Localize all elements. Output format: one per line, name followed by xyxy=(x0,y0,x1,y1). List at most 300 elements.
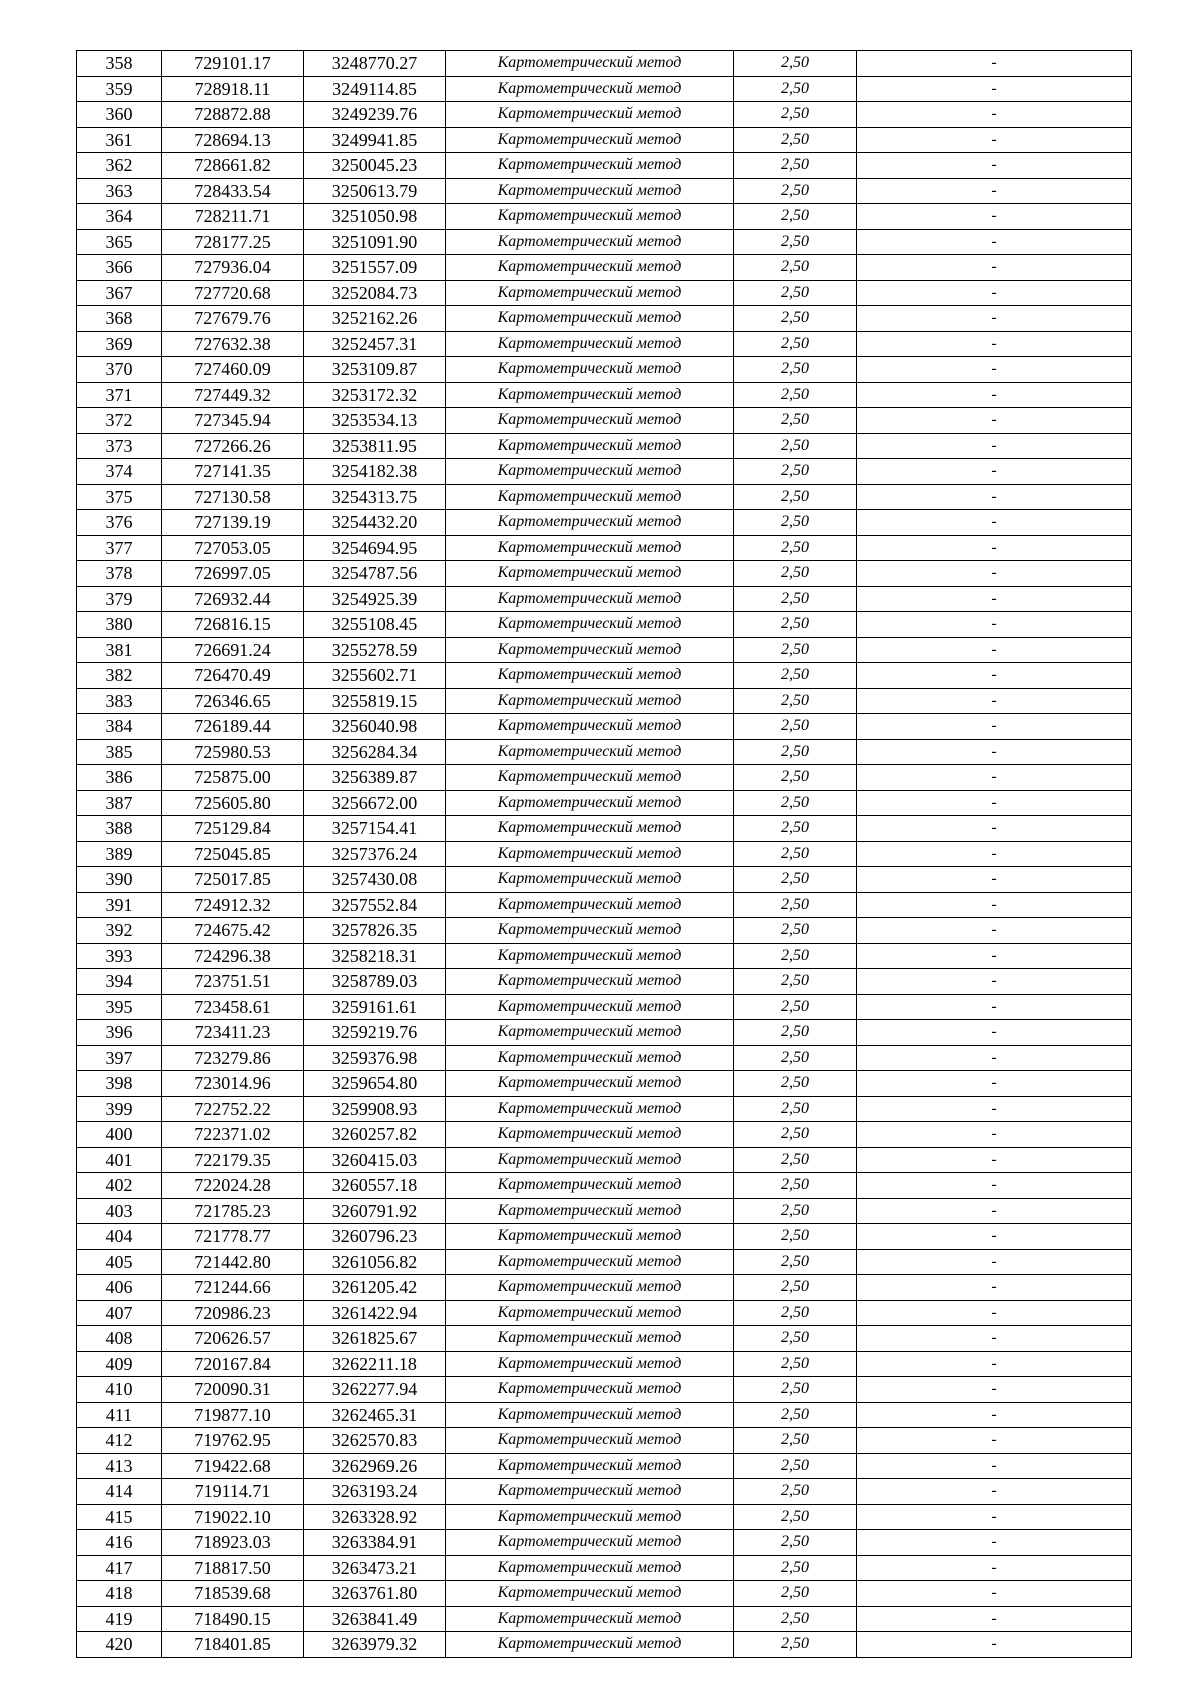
accuracy-cell: 2,50 xyxy=(734,382,857,408)
x-coordinate-cell: 723014.96 xyxy=(162,1071,304,1097)
method-cell: Картометрический метод xyxy=(446,663,734,689)
method-cell: Картометрический метод xyxy=(446,433,734,459)
accuracy-cell: 2,50 xyxy=(734,76,857,102)
accuracy-cell: 2,50 xyxy=(734,1096,857,1122)
point-number-cell: 410 xyxy=(77,1377,162,1403)
description-cell: - xyxy=(857,1402,1132,1428)
accuracy-cell: 2,50 xyxy=(734,51,857,77)
table-row xyxy=(77,1173,1132,1199)
y-coordinate-cell: 3254182.38 xyxy=(304,459,446,485)
table-row xyxy=(77,1428,1132,1454)
table-row xyxy=(77,1479,1132,1505)
description-cell: - xyxy=(857,306,1132,332)
y-coordinate-cell: 3256040.98 xyxy=(304,714,446,740)
accuracy-cell: 2,50 xyxy=(734,535,857,561)
method-cell: Картометрический метод xyxy=(446,739,734,765)
accuracy-cell: 2,50 xyxy=(734,612,857,638)
y-coordinate-cell: 3249941.85 xyxy=(304,127,446,153)
y-coordinate-cell: 3263193.24 xyxy=(304,1479,446,1505)
accuracy-cell: 2,50 xyxy=(734,510,857,536)
description-cell: - xyxy=(857,612,1132,638)
table-row xyxy=(77,1530,1132,1556)
x-coordinate-cell: 718923.03 xyxy=(162,1530,304,1556)
y-coordinate-cell: 3263979.32 xyxy=(304,1632,446,1658)
point-number-cell: 398 xyxy=(77,1071,162,1097)
point-number-cell: 394 xyxy=(77,969,162,995)
y-coordinate-cell: 3260415.03 xyxy=(304,1147,446,1173)
method-cell: Картометрический метод xyxy=(446,51,734,77)
accuracy-cell: 2,50 xyxy=(734,1249,857,1275)
method-cell: Картометрический метод xyxy=(446,178,734,204)
y-coordinate-cell: 3263473.21 xyxy=(304,1555,446,1581)
description-cell: - xyxy=(857,76,1132,102)
description-cell: - xyxy=(857,841,1132,867)
method-cell: Картометрический метод xyxy=(446,535,734,561)
accuracy-cell: 2,50 xyxy=(734,433,857,459)
y-coordinate-cell: 3249239.76 xyxy=(304,102,446,128)
description-cell: - xyxy=(857,459,1132,485)
accuracy-cell: 2,50 xyxy=(734,178,857,204)
method-cell: Картометрический метод xyxy=(446,204,734,230)
point-number-cell: 370 xyxy=(77,357,162,383)
table-row xyxy=(77,1377,1132,1403)
accuracy-cell: 2,50 xyxy=(734,994,857,1020)
description-cell: - xyxy=(857,918,1132,944)
method-cell: Картометрический метод xyxy=(446,969,734,995)
point-number-cell: 391 xyxy=(77,892,162,918)
description-cell: - xyxy=(857,1453,1132,1479)
accuracy-cell: 2,50 xyxy=(734,1555,857,1581)
accuracy-cell: 2,50 xyxy=(734,127,857,153)
point-number-cell: 385 xyxy=(77,739,162,765)
point-number-cell: 384 xyxy=(77,714,162,740)
y-coordinate-cell: 3255108.45 xyxy=(304,612,446,638)
point-number-cell: 383 xyxy=(77,688,162,714)
table-row xyxy=(77,127,1132,153)
x-coordinate-cell: 720167.84 xyxy=(162,1351,304,1377)
point-number-cell: 368 xyxy=(77,306,162,332)
table-row xyxy=(77,1300,1132,1326)
x-coordinate-cell: 722179.35 xyxy=(162,1147,304,1173)
point-number-cell: 359 xyxy=(77,76,162,102)
description-cell: - xyxy=(857,816,1132,842)
method-cell: Картометрический метод xyxy=(446,892,734,918)
y-coordinate-cell: 3253109.87 xyxy=(304,357,446,383)
table-row xyxy=(77,1275,1132,1301)
y-coordinate-cell: 3255602.71 xyxy=(304,663,446,689)
accuracy-cell: 2,50 xyxy=(734,1377,857,1403)
point-number-cell: 380 xyxy=(77,612,162,638)
table-row xyxy=(77,484,1132,510)
description-cell: - xyxy=(857,382,1132,408)
description-cell: - xyxy=(857,408,1132,434)
description-cell: - xyxy=(857,153,1132,179)
y-coordinate-cell: 3263328.92 xyxy=(304,1504,446,1530)
table-row xyxy=(77,1632,1132,1658)
x-coordinate-cell: 723751.51 xyxy=(162,969,304,995)
table-row xyxy=(77,331,1132,357)
x-coordinate-cell: 718539.68 xyxy=(162,1581,304,1607)
table-row xyxy=(77,1453,1132,1479)
y-coordinate-cell: 3259908.93 xyxy=(304,1096,446,1122)
x-coordinate-cell: 718401.85 xyxy=(162,1632,304,1658)
x-coordinate-cell: 727449.32 xyxy=(162,382,304,408)
point-number-cell: 386 xyxy=(77,765,162,791)
point-number-cell: 367 xyxy=(77,280,162,306)
y-coordinate-cell: 3250613.79 xyxy=(304,178,446,204)
y-coordinate-cell: 3263841.49 xyxy=(304,1606,446,1632)
y-coordinate-cell: 3262277.94 xyxy=(304,1377,446,1403)
description-cell: - xyxy=(857,204,1132,230)
accuracy-cell: 2,50 xyxy=(734,663,857,689)
method-cell: Картометрический метод xyxy=(446,1147,734,1173)
accuracy-cell: 2,50 xyxy=(734,229,857,255)
accuracy-cell: 2,50 xyxy=(734,1198,857,1224)
y-coordinate-cell: 3263761.80 xyxy=(304,1581,446,1607)
x-coordinate-cell: 725605.80 xyxy=(162,790,304,816)
method-cell: Картометрический метод xyxy=(446,586,734,612)
point-number-cell: 413 xyxy=(77,1453,162,1479)
x-coordinate-cell: 720626.57 xyxy=(162,1326,304,1352)
description-cell: - xyxy=(857,1045,1132,1071)
description-cell: - xyxy=(857,51,1132,77)
x-coordinate-cell: 727139.19 xyxy=(162,510,304,536)
x-coordinate-cell: 725045.85 xyxy=(162,841,304,867)
description-cell: - xyxy=(857,510,1132,536)
accuracy-cell: 2,50 xyxy=(734,1581,857,1607)
point-number-cell: 381 xyxy=(77,637,162,663)
method-cell: Картометрический метод xyxy=(446,867,734,893)
accuracy-cell: 2,50 xyxy=(734,331,857,357)
accuracy-cell: 2,50 xyxy=(734,484,857,510)
accuracy-cell: 2,50 xyxy=(734,1020,857,1046)
table-row xyxy=(77,433,1132,459)
description-cell: - xyxy=(857,1096,1132,1122)
accuracy-cell: 2,50 xyxy=(734,586,857,612)
x-coordinate-cell: 728872.88 xyxy=(162,102,304,128)
y-coordinate-cell: 3261422.94 xyxy=(304,1300,446,1326)
y-coordinate-cell: 3259654.80 xyxy=(304,1071,446,1097)
accuracy-cell: 2,50 xyxy=(734,459,857,485)
description-cell: - xyxy=(857,1275,1132,1301)
point-number-cell: 358 xyxy=(77,51,162,77)
table-row xyxy=(77,1326,1132,1352)
description-cell: - xyxy=(857,969,1132,995)
x-coordinate-cell: 728694.13 xyxy=(162,127,304,153)
y-coordinate-cell: 3256672.00 xyxy=(304,790,446,816)
table-row xyxy=(77,1581,1132,1607)
method-cell: Картометрический метод xyxy=(446,102,734,128)
x-coordinate-cell: 721778.77 xyxy=(162,1224,304,1250)
x-coordinate-cell: 719762.95 xyxy=(162,1428,304,1454)
x-coordinate-cell: 723411.23 xyxy=(162,1020,304,1046)
accuracy-cell: 2,50 xyxy=(734,408,857,434)
x-coordinate-cell: 727053.05 xyxy=(162,535,304,561)
method-cell: Картометрический метод xyxy=(446,382,734,408)
table-row xyxy=(77,1606,1132,1632)
method-cell: Картометрический метод xyxy=(446,255,734,281)
x-coordinate-cell: 727936.04 xyxy=(162,255,304,281)
table-row xyxy=(77,178,1132,204)
method-cell: Картометрический метод xyxy=(446,306,734,332)
x-coordinate-cell: 719114.71 xyxy=(162,1479,304,1505)
table-row xyxy=(77,1020,1132,1046)
point-number-cell: 416 xyxy=(77,1530,162,1556)
method-cell: Картометрический метод xyxy=(446,816,734,842)
accuracy-cell: 2,50 xyxy=(734,1453,857,1479)
accuracy-cell: 2,50 xyxy=(734,969,857,995)
description-cell: - xyxy=(857,1606,1132,1632)
table-row xyxy=(77,1096,1132,1122)
coordinates-table xyxy=(76,50,1132,1658)
x-coordinate-cell: 722752.22 xyxy=(162,1096,304,1122)
y-coordinate-cell: 3261205.42 xyxy=(304,1275,446,1301)
accuracy-cell: 2,50 xyxy=(734,1326,857,1352)
description-cell: - xyxy=(857,535,1132,561)
y-coordinate-cell: 3251091.90 xyxy=(304,229,446,255)
description-cell: - xyxy=(857,867,1132,893)
method-cell: Картометрический метод xyxy=(446,459,734,485)
table-row xyxy=(77,739,1132,765)
point-number-cell: 397 xyxy=(77,1045,162,1071)
x-coordinate-cell: 725017.85 xyxy=(162,867,304,893)
description-cell: - xyxy=(857,1198,1132,1224)
point-number-cell: 418 xyxy=(77,1581,162,1607)
point-number-cell: 409 xyxy=(77,1351,162,1377)
point-number-cell: 361 xyxy=(77,127,162,153)
accuracy-cell: 2,50 xyxy=(734,561,857,587)
table-row xyxy=(77,637,1132,663)
point-number-cell: 402 xyxy=(77,1173,162,1199)
description-cell: - xyxy=(857,663,1132,689)
point-number-cell: 363 xyxy=(77,178,162,204)
description-cell: - xyxy=(857,637,1132,663)
accuracy-cell: 2,50 xyxy=(734,765,857,791)
table-row xyxy=(77,867,1132,893)
accuracy-cell: 2,50 xyxy=(734,918,857,944)
point-number-cell: 407 xyxy=(77,1300,162,1326)
x-coordinate-cell: 727679.76 xyxy=(162,306,304,332)
description-cell: - xyxy=(857,943,1132,969)
y-coordinate-cell: 3260796.23 xyxy=(304,1224,446,1250)
y-coordinate-cell: 3258789.03 xyxy=(304,969,446,995)
accuracy-cell: 2,50 xyxy=(734,306,857,332)
description-cell: - xyxy=(857,484,1132,510)
table-row xyxy=(77,841,1132,867)
method-cell: Картометрический метод xyxy=(446,153,734,179)
x-coordinate-cell: 721785.23 xyxy=(162,1198,304,1224)
method-cell: Картометрический метод xyxy=(446,229,734,255)
method-cell: Картометрический метод xyxy=(446,1581,734,1607)
point-number-cell: 390 xyxy=(77,867,162,893)
point-number-cell: 408 xyxy=(77,1326,162,1352)
description-cell: - xyxy=(857,1504,1132,1530)
y-coordinate-cell: 3255819.15 xyxy=(304,688,446,714)
method-cell: Картометрический метод xyxy=(446,408,734,434)
y-coordinate-cell: 3252162.26 xyxy=(304,306,446,332)
table-row xyxy=(77,51,1132,77)
table-row xyxy=(77,892,1132,918)
x-coordinate-cell: 724675.42 xyxy=(162,918,304,944)
y-coordinate-cell: 3252084.73 xyxy=(304,280,446,306)
x-coordinate-cell: 723279.86 xyxy=(162,1045,304,1071)
method-cell: Картометрический метод xyxy=(446,1504,734,1530)
table-row xyxy=(77,1071,1132,1097)
y-coordinate-cell: 3252457.31 xyxy=(304,331,446,357)
description-cell: - xyxy=(857,1147,1132,1173)
method-cell: Картометрический метод xyxy=(446,510,734,536)
accuracy-cell: 2,50 xyxy=(734,1504,857,1530)
method-cell: Картометрический метод xyxy=(446,1351,734,1377)
description-cell: - xyxy=(857,688,1132,714)
method-cell: Картометрический метод xyxy=(446,1020,734,1046)
point-number-cell: 415 xyxy=(77,1504,162,1530)
description-cell: - xyxy=(857,331,1132,357)
x-coordinate-cell: 726691.24 xyxy=(162,637,304,663)
accuracy-cell: 2,50 xyxy=(734,1045,857,1071)
accuracy-cell: 2,50 xyxy=(734,357,857,383)
table-row xyxy=(77,459,1132,485)
table-body xyxy=(77,51,1132,1658)
method-cell: Картометрический метод xyxy=(446,1326,734,1352)
method-cell: Картометрический метод xyxy=(446,1045,734,1071)
y-coordinate-cell: 3262570.83 xyxy=(304,1428,446,1454)
accuracy-cell: 2,50 xyxy=(734,637,857,663)
method-cell: Картометрический метод xyxy=(446,688,734,714)
description-cell: - xyxy=(857,790,1132,816)
table-row xyxy=(77,663,1132,689)
y-coordinate-cell: 3260791.92 xyxy=(304,1198,446,1224)
y-coordinate-cell: 3253172.32 xyxy=(304,382,446,408)
table-row xyxy=(77,765,1132,791)
x-coordinate-cell: 727345.94 xyxy=(162,408,304,434)
x-coordinate-cell: 728661.82 xyxy=(162,153,304,179)
description-cell: - xyxy=(857,1326,1132,1352)
accuracy-cell: 2,50 xyxy=(734,1479,857,1505)
method-cell: Картометрический метод xyxy=(446,331,734,357)
x-coordinate-cell: 726189.44 xyxy=(162,714,304,740)
description-cell: - xyxy=(857,1122,1132,1148)
y-coordinate-cell: 3259219.76 xyxy=(304,1020,446,1046)
y-coordinate-cell: 3254432.20 xyxy=(304,510,446,536)
table-row xyxy=(77,102,1132,128)
description-cell: - xyxy=(857,357,1132,383)
point-number-cell: 373 xyxy=(77,433,162,459)
method-cell: Картометрический метод xyxy=(446,1071,734,1097)
accuracy-cell: 2,50 xyxy=(734,714,857,740)
table-row xyxy=(77,382,1132,408)
method-cell: Картометрический метод xyxy=(446,1453,734,1479)
point-number-cell: 403 xyxy=(77,1198,162,1224)
point-number-cell: 406 xyxy=(77,1275,162,1301)
table-row xyxy=(77,1147,1132,1173)
table-row xyxy=(77,918,1132,944)
description-cell: - xyxy=(857,127,1132,153)
point-number-cell: 374 xyxy=(77,459,162,485)
point-number-cell: 372 xyxy=(77,408,162,434)
y-coordinate-cell: 3254313.75 xyxy=(304,484,446,510)
description-cell: - xyxy=(857,1479,1132,1505)
description-cell: - xyxy=(857,1249,1132,1275)
x-coordinate-cell: 725980.53 xyxy=(162,739,304,765)
y-coordinate-cell: 3261825.67 xyxy=(304,1326,446,1352)
point-number-cell: 378 xyxy=(77,561,162,587)
table-row xyxy=(77,535,1132,561)
y-coordinate-cell: 3251557.09 xyxy=(304,255,446,281)
description-cell: - xyxy=(857,586,1132,612)
description-cell: - xyxy=(857,1581,1132,1607)
table-row xyxy=(77,255,1132,281)
x-coordinate-cell: 719022.10 xyxy=(162,1504,304,1530)
method-cell: Картометрический метод xyxy=(446,714,734,740)
x-coordinate-cell: 728918.11 xyxy=(162,76,304,102)
method-cell: Картометрический метод xyxy=(446,1122,734,1148)
accuracy-cell: 2,50 xyxy=(734,867,857,893)
point-number-cell: 393 xyxy=(77,943,162,969)
y-coordinate-cell: 3257430.08 xyxy=(304,867,446,893)
x-coordinate-cell: 725129.84 xyxy=(162,816,304,842)
y-coordinate-cell: 3251050.98 xyxy=(304,204,446,230)
y-coordinate-cell: 3254925.39 xyxy=(304,586,446,612)
x-coordinate-cell: 726932.44 xyxy=(162,586,304,612)
method-cell: Картометрический метод xyxy=(446,1632,734,1658)
point-number-cell: 395 xyxy=(77,994,162,1020)
point-number-cell: 414 xyxy=(77,1479,162,1505)
description-cell: - xyxy=(857,994,1132,1020)
table-row xyxy=(77,1504,1132,1530)
x-coordinate-cell: 726470.49 xyxy=(162,663,304,689)
point-number-cell: 371 xyxy=(77,382,162,408)
y-coordinate-cell: 3257154.41 xyxy=(304,816,446,842)
method-cell: Картометрический метод xyxy=(446,790,734,816)
table-row xyxy=(77,280,1132,306)
y-coordinate-cell: 3256284.34 xyxy=(304,739,446,765)
point-number-cell: 399 xyxy=(77,1096,162,1122)
method-cell: Картометрический метод xyxy=(446,943,734,969)
method-cell: Картометрический метод xyxy=(446,1096,734,1122)
point-number-cell: 375 xyxy=(77,484,162,510)
method-cell: Картометрический метод xyxy=(446,484,734,510)
x-coordinate-cell: 727460.09 xyxy=(162,357,304,383)
y-coordinate-cell: 3255278.59 xyxy=(304,637,446,663)
table-row xyxy=(77,994,1132,1020)
description-cell: - xyxy=(857,255,1132,281)
table-row xyxy=(77,816,1132,842)
accuracy-cell: 2,50 xyxy=(734,1402,857,1428)
y-coordinate-cell: 3257826.35 xyxy=(304,918,446,944)
y-coordinate-cell: 3260557.18 xyxy=(304,1173,446,1199)
method-cell: Картометрический метод xyxy=(446,280,734,306)
accuracy-cell: 2,50 xyxy=(734,1300,857,1326)
description-cell: - xyxy=(857,1020,1132,1046)
y-coordinate-cell: 3259376.98 xyxy=(304,1045,446,1071)
accuracy-cell: 2,50 xyxy=(734,892,857,918)
x-coordinate-cell: 728211.71 xyxy=(162,204,304,230)
x-coordinate-cell: 724296.38 xyxy=(162,943,304,969)
accuracy-cell: 2,50 xyxy=(734,1224,857,1250)
method-cell: Картометрический метод xyxy=(446,1173,734,1199)
method-cell: Картометрический метод xyxy=(446,1479,734,1505)
description-cell: - xyxy=(857,229,1132,255)
point-number-cell: 364 xyxy=(77,204,162,230)
point-number-cell: 376 xyxy=(77,510,162,536)
description-cell: - xyxy=(857,1351,1132,1377)
accuracy-cell: 2,50 xyxy=(734,1071,857,1097)
method-cell: Картометрический метод xyxy=(446,841,734,867)
description-cell: - xyxy=(857,739,1132,765)
table-row xyxy=(77,357,1132,383)
x-coordinate-cell: 719877.10 xyxy=(162,1402,304,1428)
